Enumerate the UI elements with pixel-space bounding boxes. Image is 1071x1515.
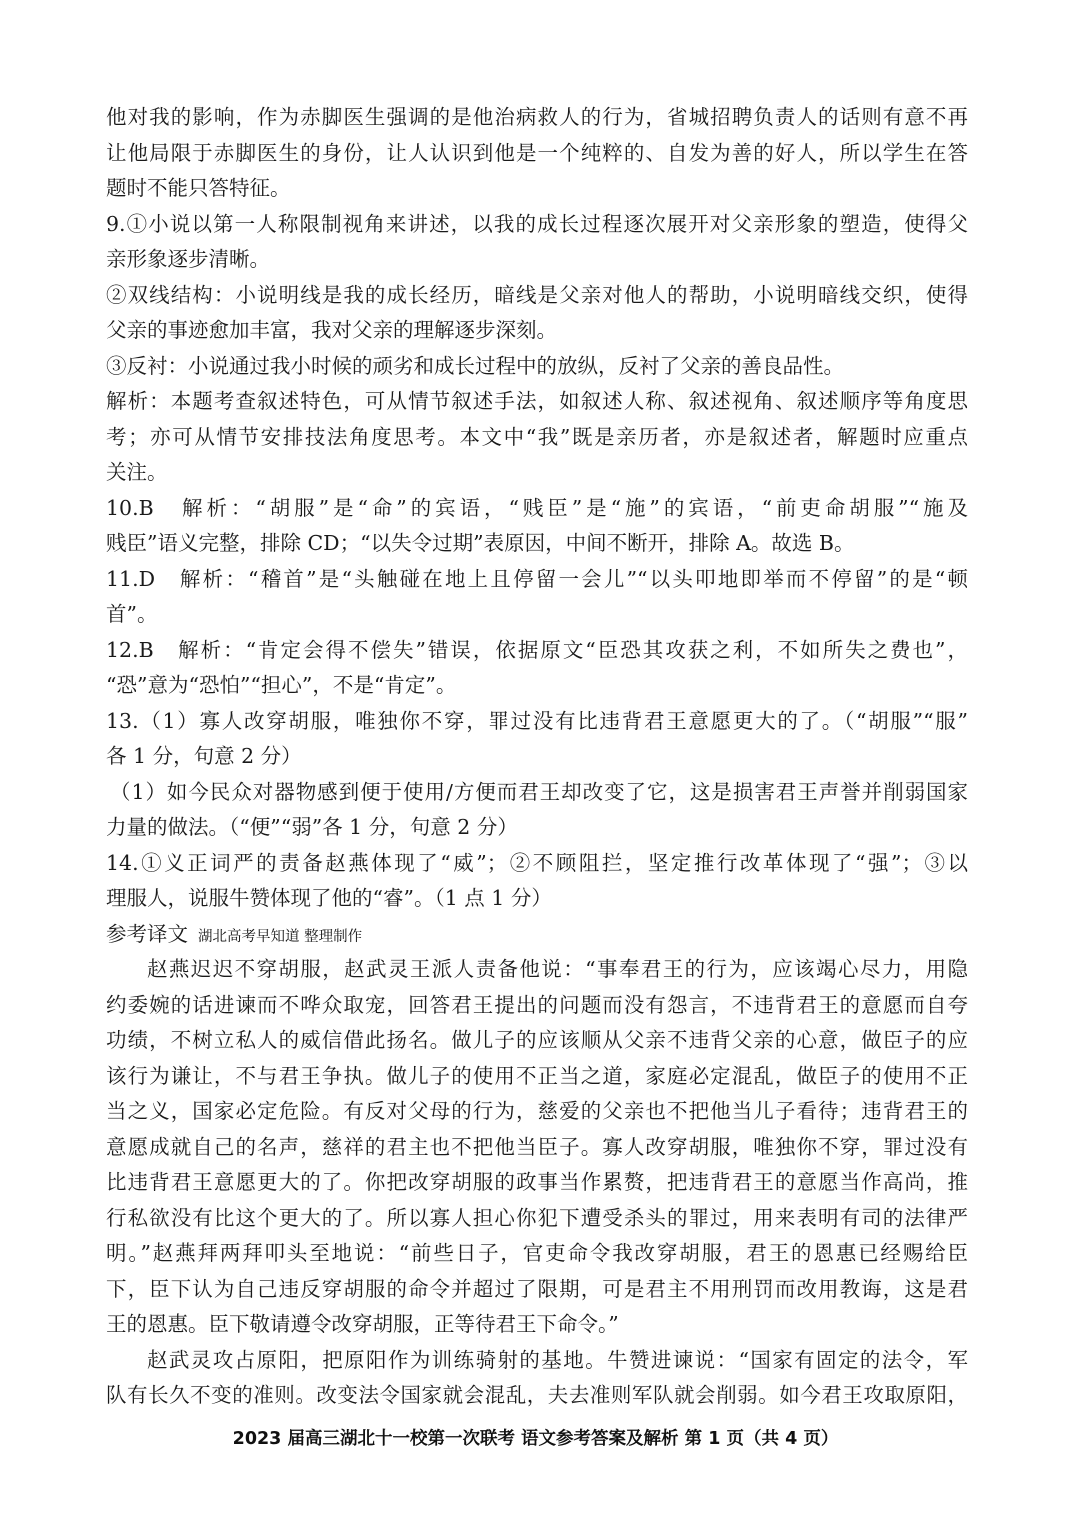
- translation-line: 赵武灵攻占原阳，把原阳作为训练骑射的基地。牛赞进谏说：“国家有固定的法令，军: [147, 1347, 968, 1372]
- analysis-line: 解析：本题考查叙述特色，可从情节叙述手法，如叙述人称、叙述视角、叙述顺序等角度思: [106, 389, 968, 413]
- text-line: 考；亦可从情节安排技法角度思考。本文中“我”既是亲历者，亦是叙述者，解题时应重点: [106, 424, 968, 449]
- answer-10-line: 10.B 解析：“胡服”是“命”的宾语，“贱臣”是“施”的宾语，“前吏命胡服”“施及: [106, 495, 968, 520]
- text-line: ②双线结构：小说明线是我的成长经历，暗线是父亲对他人的帮助，小说明暗线交织，使得: [106, 282, 968, 307]
- text-line: 各 1 分，句意 2 分）: [106, 744, 302, 768]
- translation-line: 功绩，不树立私人的威信借此扬名。做儿子的应该顺从父亲不违背父亲的心意，做臣子的应: [106, 1028, 968, 1052]
- text-line: 他对我的影响，作为赤脚医生强调的是他治病救人的行为，省城招聘负责人的话则有意不再: [106, 105, 968, 129]
- answer-12-line: 12.B 解析：“肯定会得不偿失”错误，依据原文“臣恐其攻获之利，不如所失之费也”，: [106, 637, 968, 662]
- text-line: 关注。: [106, 460, 168, 484]
- text-line: 贱臣”语义完整，排除 CD；“以失令过期”表原因，中间不断开，排除 A。故选 B。: [106, 531, 855, 555]
- answer-14-line: 14.①义正词严的责备赵燕体现了“威”；②不顾阻拦，坚定推行改革体现了“强”；③以: [106, 850, 968, 875]
- text-line: 力量的做法。（“便”“弱”各 1 分，句意 2 分）: [106, 815, 518, 839]
- translation-line: 赵燕迟迟不穿胡服，赵武灵王派人责备他说：“事奉君王的行为，应该竭心尽力，用隐: [147, 957, 968, 981]
- text-line: 理服人，说服牛赞体现了他的“睿”。（1 点 1 分）: [106, 886, 552, 910]
- answer-13-line: 13.（1）寡人改穿胡服，唯独你不穿，罪过没有比违背君王意愿更大的了。（“胡服”“服”: [106, 708, 968, 733]
- translation-heading: [106, 917, 968, 953]
- document-body: [106, 100, 968, 1414]
- text-line: “恐”意为“恐怕”“担心”，不是“肯定”。: [106, 673, 457, 697]
- translation-line: 该行为谦让，不与君王争执。做儿子的使用不正当之道，家庭必定混乱，做臣子的使用不正: [106, 1063, 968, 1088]
- text-line: （1）如今民众对器物感到便于使用/方便而君王却改变了它，这是损害君王声誉并削弱国家: [110, 779, 968, 804]
- answer-9-line: 9.①小说以第一人称限制视角来讲述，以我的成长过程逐次展开对父亲形象的塑造，使得父: [106, 211, 968, 236]
- translation-line: 约委婉的话进谏而不哗众取宠，回答君王提出的问题而没有怨言，不违背君王的意愿而自夸: [106, 992, 968, 1017]
- text-line: 让他局限于赤脚医生的身份，让人认识到他是一个纯粹的、自发为善的好人，所以学生在答: [106, 140, 968, 165]
- text-line: ③反衬：小说通过我小时候的顽劣和成长过程中的放纵，反衬了父亲的善良品性。: [106, 353, 844, 378]
- translation-line: 下，臣下认为自己违反穿胡服的命令并超过了限期，可是君主不用刑罚而改用教诲，这是君: [106, 1276, 968, 1301]
- page-footer: 2023 届高三湖北十一校第一次联考 语文参考答案及解析 第 1 页（共 4 页）: [232, 1429, 839, 1449]
- translation-line: 当之义，国家必定危险。有反对父母的行为，慈爱的父亲也不把他当儿子看待；违背君王的: [106, 1099, 968, 1123]
- translation-line: 比违背君王意愿更大的了。你把改穿胡服的政事当作累赘，把违背君王的意愿当作高尚，推: [106, 1170, 968, 1194]
- text-line: 题时不能只答特征。: [106, 176, 291, 200]
- text-line: 首”。: [106, 602, 158, 626]
- translation-line: 明。”赵燕拜两拜叩头至地说：“前些日子，官吏命令我改穿胡服，君王的恩惠已经赐给臣: [106, 1241, 968, 1265]
- translation-line: 队有长久不变的准则。改变法令国家就会混乱，夫去准则军队就会削弱。如今君王攻取原阳，: [106, 1383, 968, 1407]
- translation-line: 行私欲没有比这个更大的了。所以寡人担心你犯下遭受杀头的罪过，用来表明有司的法律严: [106, 1205, 968, 1230]
- text-line: 父亲的事迹愈加丰富，我对父亲的理解逐步深刻。: [106, 318, 557, 342]
- watermark-text: 湖北高考早知道 整理制作: [198, 928, 363, 945]
- translation-line: 王的恩惠。臣下敬请遵令改穿胡服，正等待君王下命令。”: [106, 1312, 619, 1336]
- section-title: 参考译文: [106, 921, 188, 946]
- translation-line: 意愿成就自己的名声，慈祥的君主也不把他当臣子。寡人改穿胡服，唯独你不穿，罪过没有: [106, 1134, 968, 1159]
- answer-11-line: 11.D 解析：“稽首”是“头触碰在地上且停留一会儿”“以头叩地即举而不停留”的是“顿: [106, 566, 968, 591]
- text-line: 亲形象逐步清晰。: [106, 247, 270, 271]
